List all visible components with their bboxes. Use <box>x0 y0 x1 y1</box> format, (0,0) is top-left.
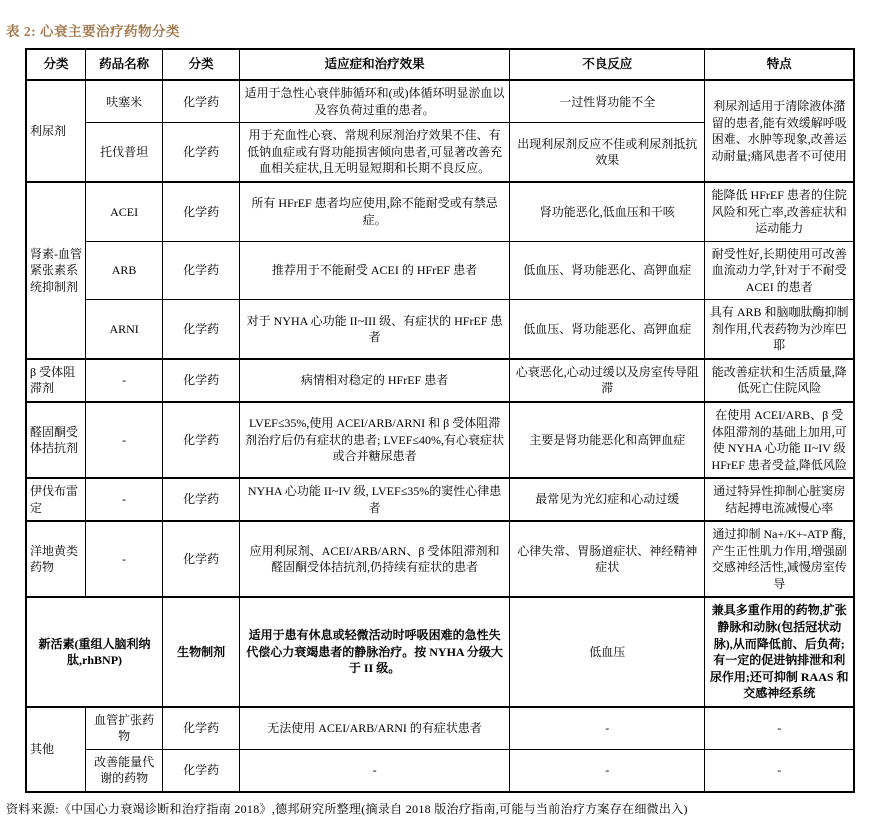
cell-indication: 对于 NYHA 心功能 II~III 级、有症状的 HFrEF 患者 <box>240 300 510 359</box>
table-row <box>26 182 854 241</box>
table-row <box>26 80 854 123</box>
cell-adverse: 低血压 <box>510 597 705 706</box>
cell-drug-name: - <box>86 521 163 597</box>
column-header: 分类 <box>163 49 240 80</box>
cell-category: 伊伐布雷定 <box>26 478 86 521</box>
table-row <box>26 402 854 478</box>
cell-drug-type: 化学药 <box>163 402 240 478</box>
cell-drug-name: ARB <box>86 241 163 300</box>
table-row <box>26 478 854 521</box>
cell-drug-type: 化学药 <box>163 478 240 521</box>
cell-indication: 应用利尿剂、ACEI/ARB/ARN、β 受体阻滞剂和醛固酮受体拮抗剂,仍持续有症状的患者 <box>240 521 510 597</box>
drug-table-body <box>26 80 854 792</box>
cell-adverse: 主要是肾功能恶化和高钾血症 <box>510 402 705 478</box>
cell-adverse: 心律失常、胃肠道症状、神经精神症状 <box>510 521 705 597</box>
column-header: 药品名称 <box>86 49 163 80</box>
cell-indication: LVEF≤35%,使用 ACEI/ARB/ARNI 和 β 受体阻滞剂治疗后仍有症状的患者; LVEF≤40%,有心衰症状或合并糖尿患者 <box>240 402 510 478</box>
cell-drug-type: 化学药 <box>163 80 240 123</box>
cell-drug-type: 化学药 <box>163 182 240 241</box>
cell-adverse: 一过性肾功能不全 <box>510 80 705 123</box>
column-header: 分类 <box>26 49 86 80</box>
cell-category: 洋地黄类药物 <box>26 521 86 597</box>
cell-adverse: 心衰恶化,心动过缓以及房室传导阻滞 <box>510 359 705 402</box>
cell-indication: - <box>240 749 510 792</box>
cell-category: 醛固酮受体拮抗剂 <box>26 402 86 478</box>
cell-drug-type: 化学药 <box>163 241 240 300</box>
cell-feature: 耐受性好,长期使用可改善血流动力学,针对于不耐受 ACEI 的患者 <box>705 241 854 300</box>
cell-drug-name: 托伐普坦 <box>86 123 163 182</box>
table-row <box>26 597 854 706</box>
table-row <box>26 749 854 792</box>
cell-drug-name: - <box>86 478 163 521</box>
cell-category: 肾素-血管紧张素系统抑制剂 <box>26 182 86 359</box>
table-row <box>26 707 854 750</box>
cell-indication: 适用于急性心衰伴肺循环和(或)体循环明显淤血以及容负荷过重的患者。 <box>240 80 510 123</box>
table-row <box>26 241 854 300</box>
cell-indication: 推荐用于不能耐受 ACEI 的 HFrEF 患者 <box>240 241 510 300</box>
cell-drug-type: 化学药 <box>163 707 240 750</box>
cell-feature: 利尿剂适用于清除液体潴留的患者,能有效缓解呼吸困难、水肿等现象,改善运动耐量;痛风患者不可使用 <box>705 80 854 182</box>
cell-feature: 通过特异性抑制心脏窦房结起搏电流减慢心率 <box>705 478 854 521</box>
table-title: 表 2: 心衰主要治疗药物分类 <box>6 24 180 39</box>
cell-feature: - <box>705 707 854 750</box>
table-row <box>26 359 854 402</box>
cell-adverse: 最常见为光幻症和心动过缓 <box>510 478 705 521</box>
cell-drug-name: - <box>86 359 163 402</box>
cell-drug-type: 化学药 <box>163 359 240 402</box>
cell-feature: 能改善症状和生活质量,降低死亡住院风险 <box>705 359 854 402</box>
cell-feature: 在使用 ACEI/ARB、β 受体阻滞剂的基础上加用,可使 NYHA 心功能 II~IV 级 HFrEF 患者受益,降低风险 <box>705 402 854 478</box>
source-note: 资料来源:《中国心力衰竭诊断和治疗指南 2018》,德邦研究所整理(摘录自 2018 版治疗指南,可能与当前治疗方案存在细微出入) <box>6 801 688 816</box>
cell-drug-name: - <box>86 402 163 478</box>
cell-indication: 适用于患有休息或轻微活动时呼吸困难的急性失代偿心力衰竭患者的静脉治疗。按 NYHA 分级大于 II 级。 <box>240 597 510 706</box>
cell-indication: 所有 HFrEF 患者均应使用,除不能耐受或有禁忌症。 <box>240 182 510 241</box>
column-header: 不良反应 <box>510 49 705 80</box>
cell-drug-type: 化学药 <box>163 749 240 792</box>
cell-drug-type: 化学药 <box>163 300 240 359</box>
cell-drug-name: 血管扩张药物 <box>86 707 163 750</box>
cell-indication: 用于充血性心衰、常规利尿剂治疗效果不佳、有低钠血症或有肾功能损害倾向患者,可显著改善充血相关症状,且无明显短期和长期不良反应。 <box>240 123 510 182</box>
cell-category: β 受体阻滞剂 <box>26 359 86 402</box>
cell-adverse: 低血压、肾功能恶化、高钾血症 <box>510 241 705 300</box>
cell-drug-name: ACEI <box>86 182 163 241</box>
cell-adverse: 出现利尿剂反应不佳或利尿剂抵抗效果 <box>510 123 705 182</box>
cell-feature: 具有 ARB 和脑咖肽酶抑制剂作用,代表药物为沙库巴耶 <box>705 300 854 359</box>
cell-indication: 病情相对稳定的 HFrEF 患者 <box>240 359 510 402</box>
cell-adverse: 低血压、肾功能恶化、高钾血症 <box>510 300 705 359</box>
header-row <box>26 49 854 80</box>
cell-feature: 能降低 HFrEF 患者的住院风险和死亡率,改善症状和运动能力 <box>705 182 854 241</box>
table-row <box>26 300 854 359</box>
cell-drug-name: 改善能量代谢的药物 <box>86 749 163 792</box>
drug-classification-table <box>25 48 855 793</box>
cell-drug-type: 化学药 <box>163 521 240 597</box>
cell-category: 利尿剂 <box>26 80 86 182</box>
cell-feature: - <box>705 749 854 792</box>
cell-drug-name: 新活素(重组人脑利纳肽,rhBNP) <box>26 597 163 706</box>
cell-adverse: 肾功能恶化,低血压和干咳 <box>510 182 705 241</box>
cell-adverse: - <box>510 707 705 750</box>
table-row <box>26 521 854 597</box>
cell-feature: 兼具多重作用的药物,扩张静脉和动脉(包括冠状动脉),从而降低前、后负荷;有一定的促进钠排泄和利尿作用;还可抑制 RAAS 和交感神经系统 <box>705 597 854 706</box>
column-header: 适应症和治疗效果 <box>240 49 510 80</box>
cell-indication: 无法使用 ACEI/ARB/ARNI 的有症状患者 <box>240 707 510 750</box>
column-header: 特点 <box>705 49 854 80</box>
cell-feature: 通过抑制 Na+/K+-ATP 酶,产生正性肌力作用,增强副交感神经活性,减慢房室传导 <box>705 521 854 597</box>
cell-drug-type: 生物制剂 <box>163 597 240 706</box>
cell-drug-type: 化学药 <box>163 123 240 182</box>
cell-category: 其他 <box>26 707 86 792</box>
cell-adverse: - <box>510 749 705 792</box>
cell-drug-name: ARNI <box>86 300 163 359</box>
cell-indication: NYHA 心功能 II~IV 级, LVEF≤35%的窦性心律患者 <box>240 478 510 521</box>
cell-drug-name: 呋塞米 <box>86 80 163 123</box>
